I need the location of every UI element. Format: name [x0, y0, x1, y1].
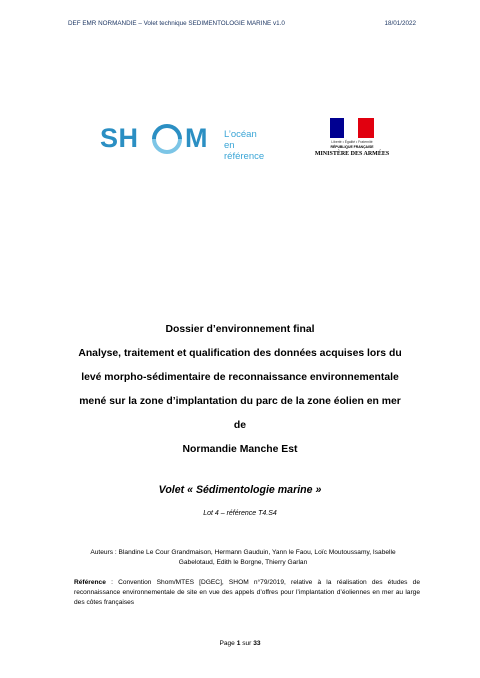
title-line-4: de [233, 420, 247, 431]
shom-tagline [224, 129, 264, 162]
title-line-1: Analyse, traitement et qualification des données acquises lors du [78, 348, 402, 359]
lot-reference: Lot 4 – référence T4.S4 [203, 510, 277, 517]
marianne-flag-icon [330, 118, 374, 138]
authors: Auteurs : Blandine Le Cour Grandmaison, Hermann Gauduin, Yann le Faou, Loïc Moutoussamy, Isabelle Gabelotaud, Edith le Borgne, Thierry Garlan [90, 549, 396, 566]
ministere-republique: RÉPUBLIQUE FRANÇAISE [330, 145, 374, 149]
reference-text: : Convention Shom/MTES [DGEC], SHOM n°79/2019, relative à la réalisation des études de reconnaissance environnementale de site en vue des appels d’offres pour l’implantation d’éoliennes en mer au large des côtes françaises [74, 579, 420, 606]
reference-label: Référence [74, 579, 106, 586]
header-title: DEF EMR NORMANDIE – Volet technique SEDIMENTOLOGIE MARINE v1.0 [68, 20, 285, 27]
title-line-5: Normandie Manche Est [182, 444, 298, 455]
document-title-block [40, 322, 440, 458]
shom-wave-ring-icon [150, 124, 184, 154]
shom-logo [100, 118, 265, 162]
running-header [68, 20, 420, 27]
ministere-devise: Liberté • Égalité • Fraternité [331, 140, 373, 144]
ministere-logo [312, 118, 392, 162]
page-current: 1 [236, 640, 241, 647]
page-number [0, 640, 480, 647]
volet-subtitle: Volet « Sédimentologie marine » [158, 484, 322, 496]
page-total: 33 [253, 640, 261, 647]
reference-block [74, 578, 420, 608]
shom-tagline-line-2: en référence [224, 140, 265, 162]
shom-logo-text-left: SH [100, 123, 139, 153]
page-sep: sur [242, 640, 252, 647]
shom-logo-text-right: M [185, 123, 208, 153]
ministere-name: MINISTÈRE DES ARMÉES [314, 151, 390, 157]
header-date: 18/01/2022 [384, 20, 416, 27]
marianne-profile-icon [342, 120, 356, 136]
shom-tagline-line-1: L’océan [224, 129, 257, 140]
title-dossier: Dossier d’environnement final [165, 324, 315, 335]
title-line-3: mené sur la zone d’implantation du parc de la zone éolien en mer [79, 396, 401, 407]
page-label: Page [219, 640, 235, 647]
title-line-2: levé morpho-sédimentaire de reconnaissance environnementale [81, 372, 399, 383]
